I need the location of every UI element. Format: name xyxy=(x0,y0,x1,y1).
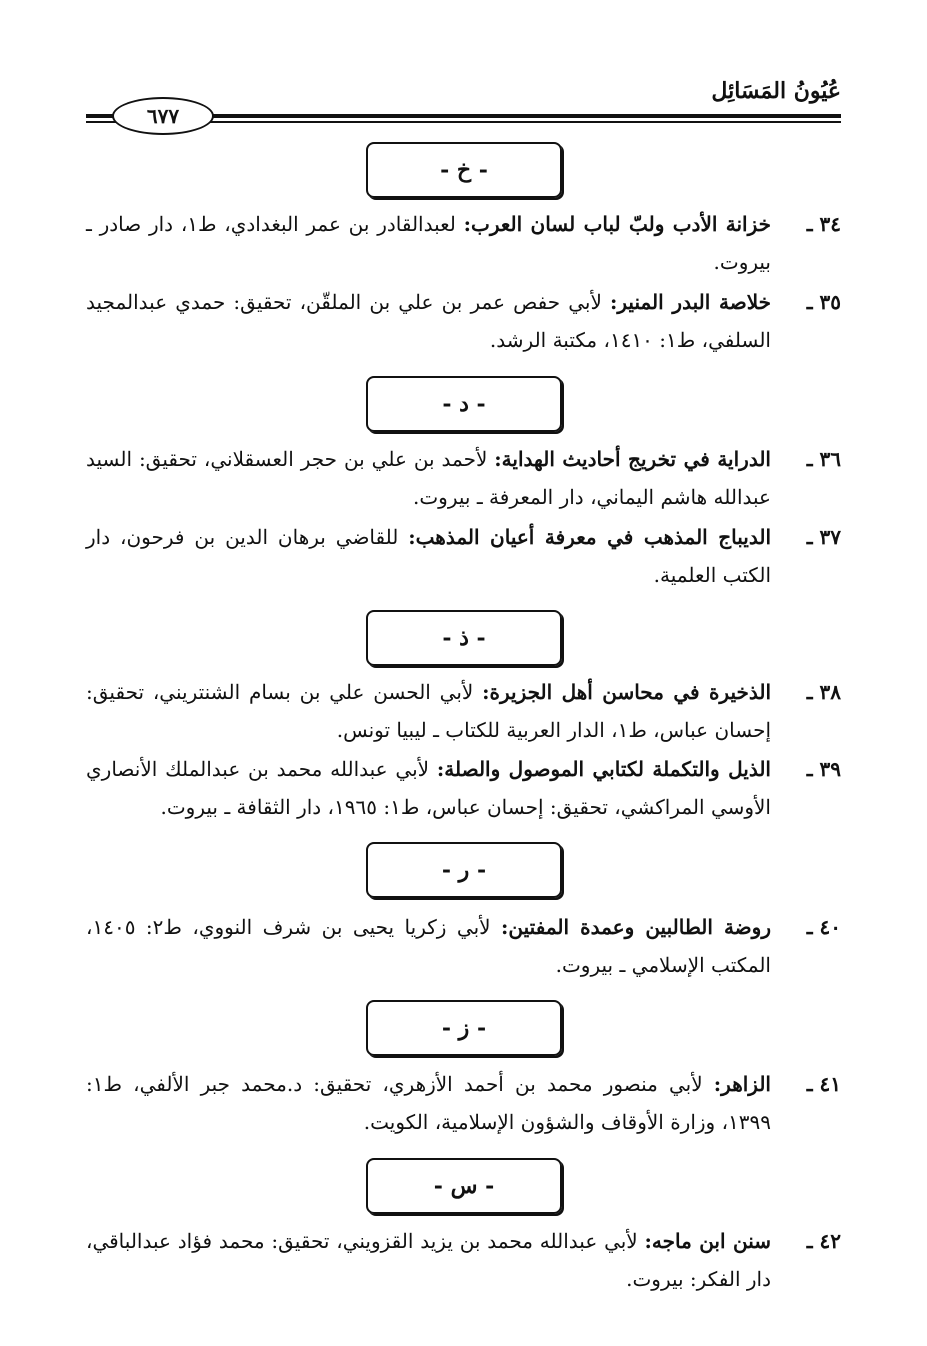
entry-number: ٤٠ ـ xyxy=(806,915,841,939)
entry-title: خلاصة البدر المنير: xyxy=(610,290,771,314)
entry-text: لأحمد بن علي بن حجر العسقلاني، تحقيق: السيد عبدالله هاشم اليماني، دار المعرفة ـ بيروت. xyxy=(86,447,771,509)
section-letter-sin: - س - xyxy=(366,1158,562,1214)
entry-text: لأبي منصور محمد بن أحمد الأزهري، تحقيق: د.محمد جبر الألفي، ط١: ١٣٩٩، وزارة الأوقاف والشؤون الإسلامية، الكويت. xyxy=(86,1072,771,1134)
list-item xyxy=(86,518,841,594)
entry-number: ٣٤ ـ xyxy=(806,212,841,236)
section-letter-dhal: - ذ - xyxy=(366,610,562,666)
entry-text: لأبي زكريا يحيى بن شرف النووي، ط٢: ١٤٠٥، المكتب الإسلامي ـ بيروت. xyxy=(86,915,771,977)
entry-number: ٣٥ ـ xyxy=(806,290,841,314)
list-item xyxy=(86,673,841,749)
entry-text: لأبي عبدالله محمد بن يزيد القزويني، تحقيق: محمد فؤاد عبدالباقي، دار الفكر: بيروت. xyxy=(86,1229,771,1291)
list-item xyxy=(86,750,841,826)
list-item xyxy=(86,1222,841,1298)
section-letter-ra: - ر - xyxy=(366,842,562,898)
entry-text: لعبدالقادر بن عمر البغدادي، ط١، دار صادر ـ بيروت. xyxy=(86,212,771,274)
list-item xyxy=(86,440,841,516)
entry-title: خزانة الأدب ولبّ لباب لسان العرب: xyxy=(463,212,771,236)
list-item xyxy=(86,908,841,984)
entry-number: ٣٩ ـ xyxy=(806,757,841,781)
entry-title: الذخيرة في محاسن أهل الجزيرة: xyxy=(482,680,772,704)
entry-number: ٣٨ ـ xyxy=(806,680,841,704)
entry-number: ٤١ ـ xyxy=(806,1072,841,1096)
entry-text: لأبي عبدالله محمد بن عبدالملك الأنصاري الأوسي المراكشي، تحقيق: إحسان عباس، ط١: ١٩٦٥، دار الثقافة ـ بيروت. xyxy=(86,757,771,819)
book-title: عُيُونُ المَسَائِل xyxy=(711,78,841,104)
entry-text: لأبي حفص عمر بن علي بن الملقّن، تحقيق: حمدي عبدالمجيد السلفي، ط١: ١٤١٠، مكتبة الرشد. xyxy=(86,290,771,352)
section-letter-kha: - خ - xyxy=(366,142,562,198)
entry-number: ٤٢ ـ xyxy=(806,1229,841,1253)
entry-title: الذيل والتكملة لكتابي الموصول والصلة: xyxy=(436,757,771,781)
entry-number: ٣٦ ـ xyxy=(806,447,841,471)
entry-number: ٣٧ ـ xyxy=(806,525,841,549)
page-number: ٦٧٧ xyxy=(112,97,214,135)
entry-title: الزاهر: xyxy=(713,1072,771,1096)
section-letter-zay: - ز - xyxy=(366,1000,562,1056)
list-item xyxy=(86,205,841,281)
entry-text: لأبي الحسن علي بن بسام الشنتريني، تحقيق: إحسان عباس، ط١، الدار العربية للكتاب ـ ليبيا تونس. xyxy=(86,680,771,742)
entry-title: الديباج المذهب في معرفة أعيان المذهب: xyxy=(408,525,771,549)
section-letter-dal: - د - xyxy=(366,376,562,432)
entry-text: للقاضي برهان الدين بن فرحون، دار الكتب العلمية. xyxy=(86,525,771,587)
entry-title: الدراية في تخريج أحاديث الهداية: xyxy=(494,447,771,471)
list-item xyxy=(86,283,841,359)
entry-title: روضة الطالبين وعمدة المفتين: xyxy=(501,915,771,939)
list-item xyxy=(86,1065,841,1141)
entry-title: سنن ابن ماجه: xyxy=(644,1229,771,1253)
